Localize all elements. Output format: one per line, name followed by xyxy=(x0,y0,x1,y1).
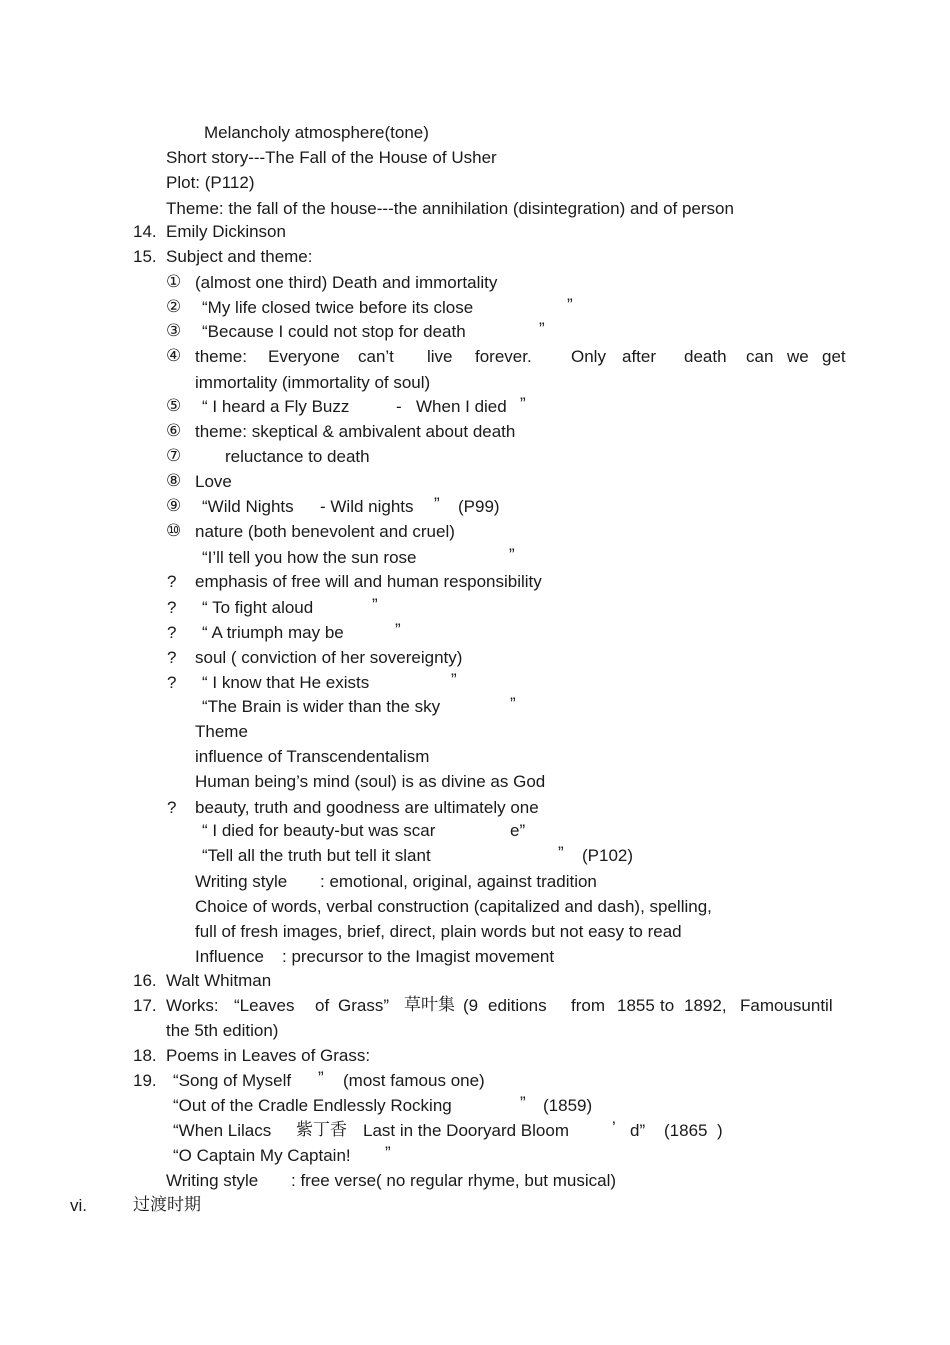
list-number: 16. xyxy=(133,971,157,990)
list-marker: ? xyxy=(167,673,177,692)
text-line: beauty, truth and goodness are ultimately one xyxy=(195,798,539,817)
roman-numeral: vi. xyxy=(70,1196,87,1215)
text-word: 1855 xyxy=(617,996,655,1015)
text-line: “ I heard a Fly Buzz xyxy=(202,397,350,416)
text-word: get xyxy=(822,347,846,366)
circled-number-marker: ⑦ xyxy=(166,446,182,466)
text-word: d” xyxy=(630,1121,646,1140)
quote-mark: ” xyxy=(510,694,516,713)
list-number: 18. xyxy=(133,1046,157,1065)
text-word: Works: xyxy=(166,996,219,1015)
text-line: reluctance to death xyxy=(225,447,370,466)
text-word: 1892, xyxy=(684,996,727,1015)
section-heading: Emily Dickinson xyxy=(166,222,286,241)
quote-mark: ” xyxy=(395,620,401,639)
circled-number-marker: ⑩ xyxy=(166,521,182,541)
text-line: : emotional, original, against tradition xyxy=(320,872,597,891)
list-number: 17. xyxy=(133,996,157,1015)
text-word: Last in the Dooryard Bloom xyxy=(363,1121,569,1140)
text-word: Everyone xyxy=(268,347,340,366)
text-line: : precursor to the Imagist movement xyxy=(282,947,555,966)
list-marker: ? xyxy=(167,623,177,642)
text-line: Love xyxy=(195,472,232,491)
text-word: (P99) xyxy=(458,497,500,516)
text-word: can xyxy=(746,347,774,366)
text-word: (most famous one) xyxy=(343,1071,485,1090)
text-line: Subject and theme: xyxy=(166,247,313,266)
text-word: of xyxy=(315,996,330,1015)
circled-number-marker: ⑨ xyxy=(166,496,182,516)
list-marker: ? xyxy=(167,572,177,591)
circled-number-marker: ⑥ xyxy=(166,421,182,441)
text-line: Theme xyxy=(195,722,248,741)
text-word: to xyxy=(660,996,675,1015)
text-word: (1865 xyxy=(664,1121,708,1140)
text-line: Writing style xyxy=(166,1171,259,1190)
text-line: influence of Transcendentalism xyxy=(195,747,430,766)
text-line: “Tell all the truth but tell it slant xyxy=(202,846,431,865)
circled-number-marker: ⑤ xyxy=(166,396,182,416)
text-line: “ To fight aloud xyxy=(202,598,314,617)
text-line: “I’ll tell you how the sun rose xyxy=(202,548,417,567)
list-marker: ? xyxy=(167,798,177,817)
list-marker: ? xyxy=(167,598,177,617)
quote-mark: ” xyxy=(520,394,526,413)
text-line: “ I died for beauty-but was scar xyxy=(202,821,436,840)
text-word: ’ xyxy=(612,1118,616,1137)
text-line: Plot: (P112) xyxy=(166,173,255,192)
text-word: Only xyxy=(571,347,606,366)
text-word: “Leaves xyxy=(234,996,295,1015)
text-word: live xyxy=(427,347,453,366)
text-line: “ I know that He exists xyxy=(202,673,370,692)
text-line: : free verse( no regular rhyme, but musical) xyxy=(291,1171,617,1190)
text-word: death xyxy=(684,347,727,366)
section-heading: Walt Whitman xyxy=(166,971,272,990)
text-line: emphasis of free will and human responsibility xyxy=(195,572,542,591)
circled-number-marker: ① xyxy=(166,272,182,292)
quote-mark: ” xyxy=(434,494,440,513)
text-line: “When Lilacs xyxy=(173,1121,272,1140)
quote-mark: ” xyxy=(558,843,564,862)
quote-mark: ” xyxy=(520,1093,526,1112)
quote-mark: ” xyxy=(318,1068,324,1087)
text-word: forever. xyxy=(475,347,532,366)
text-line: “The Brain is wider than the sky xyxy=(202,697,441,716)
text-word: - xyxy=(396,397,402,416)
text-word: (9 xyxy=(463,996,479,1015)
text-word: - Wild nights xyxy=(320,497,414,516)
text-word: theme: xyxy=(195,347,247,366)
text-line: “Wild Nights xyxy=(202,497,294,516)
text-line: Human being’s mind (soul) is as divine as God xyxy=(195,772,546,791)
text-word: (1859) xyxy=(543,1096,593,1115)
section-heading: 过渡时期 xyxy=(133,1195,201,1215)
text-line: “Song of Myself xyxy=(173,1071,292,1090)
text-word: after xyxy=(622,347,657,366)
quote-mark: ” xyxy=(385,1143,391,1162)
text-line: nature (both benevolent and cruel) xyxy=(195,522,455,541)
text-line: “O Captain My Captain! xyxy=(173,1146,351,1165)
text-line: the 5th edition) xyxy=(166,1021,279,1040)
quote-mark: ” xyxy=(567,295,573,314)
text-line: “Out of the Cradle Endlessly Rocking xyxy=(173,1096,452,1115)
text-line: Influence xyxy=(195,947,264,966)
list-marker: ? xyxy=(167,648,177,667)
text-line: “ A triumph may be xyxy=(202,623,344,642)
circled-number-marker: ④ xyxy=(166,346,182,366)
text-word: Famousuntil xyxy=(740,996,833,1015)
quote-mark: ” xyxy=(539,319,545,338)
text-word: e” xyxy=(510,821,526,840)
text-line: immortality (immortality of soul) xyxy=(195,373,431,392)
text-line: (almost one third) Death and immortality xyxy=(195,273,498,292)
circled-number-marker: ⑧ xyxy=(166,471,182,491)
quote-mark: ” xyxy=(509,545,515,564)
text-word: from xyxy=(571,996,605,1015)
quote-mark: ” xyxy=(372,595,378,614)
text-line: Choice of words, verbal construction (capitalized and dash), spelling, xyxy=(195,897,712,916)
text-word: Grass” xyxy=(338,996,389,1015)
text-line: Theme: the fall of the house---the annihilation (disintegration) and of person xyxy=(166,199,734,218)
text-word: we xyxy=(787,347,809,366)
text-line: full of fresh images, brief, direct, plain words but not easy to read xyxy=(195,922,682,941)
quote-mark: ” xyxy=(451,670,457,689)
text-word: editions xyxy=(488,996,547,1015)
circled-number-marker: ③ xyxy=(166,321,182,341)
text-line: soul ( conviction of her sovereignty) xyxy=(195,648,463,667)
text-word: 草叶集 xyxy=(404,995,455,1015)
text-line: Writing style xyxy=(195,872,288,891)
text-word: 紫丁香 xyxy=(296,1120,347,1140)
list-number: 15. xyxy=(133,247,157,266)
text-word: (P102) xyxy=(582,846,634,865)
circled-number-marker: ② xyxy=(166,297,182,317)
text-word: When I died xyxy=(416,397,507,416)
text-word: can’t xyxy=(358,347,394,366)
text-line: Short story---The Fall of the House of Usher xyxy=(166,148,497,167)
text-line: “Because I could not stop for death xyxy=(202,322,466,341)
list-number: 14. xyxy=(133,222,157,241)
text-line: Melancholy atmosphere(tone) xyxy=(204,123,429,142)
text-line: “My life closed twice before its close xyxy=(202,298,474,317)
text-line: Poems in Leaves of Grass: xyxy=(166,1046,371,1065)
text-line: theme: skeptical & ambivalent about death xyxy=(195,422,516,441)
list-number: 19. xyxy=(133,1071,157,1090)
text-word: ) xyxy=(717,1121,723,1140)
